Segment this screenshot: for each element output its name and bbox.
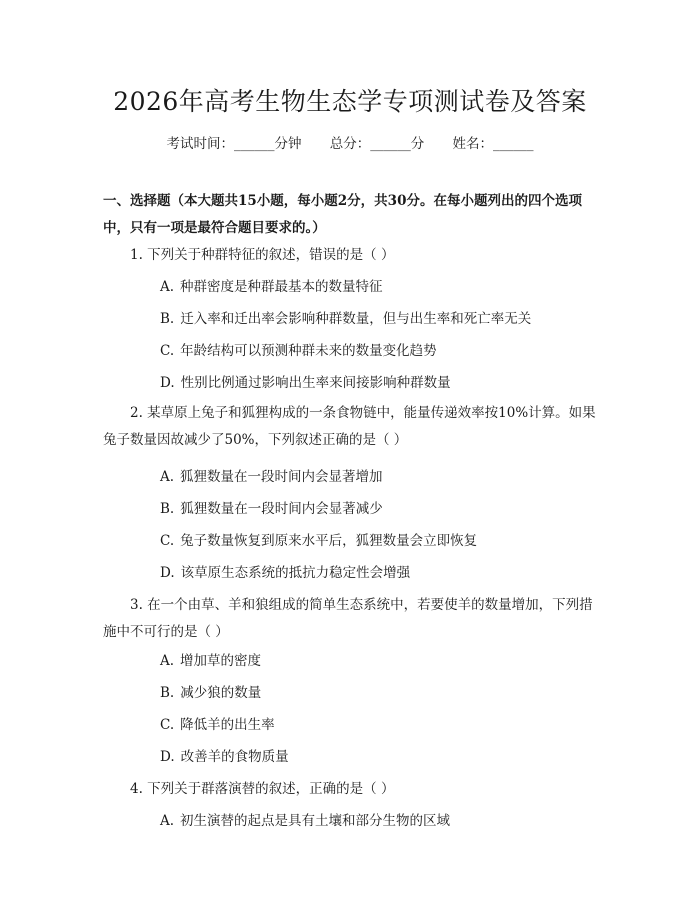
question-3-option-b: [160, 680, 600, 707]
question-1-option-b: [160, 306, 600, 333]
option-label: B.: [160, 685, 175, 701]
option-label: B.: [160, 311, 175, 327]
option-label: C.: [160, 343, 175, 359]
option-text: 狐狸数量在一段时间内会显著减少: [180, 501, 383, 517]
option-label: A.: [160, 469, 175, 485]
question-1-stem: 1. 下列关于种群特征的叙述，错误的是（ ）: [130, 247, 395, 263]
question-1-option-c: [160, 338, 600, 365]
option-label: A.: [160, 653, 175, 669]
question-1-option-a: [160, 274, 600, 301]
option-text: 增加草的密度: [180, 653, 262, 669]
question-2-stem: 2. 某草原上兔子和狐狸构成的一条食物链中，能量传递效率按10%计算。如果兔子数量因故减少了50%，下列叙述正确的是（ ）: [103, 405, 596, 448]
option-label: D.: [160, 749, 175, 765]
option-text: 狐狸数量在一段时间内会显著增加: [180, 469, 383, 485]
question-3-option-c: [160, 712, 600, 739]
question-2-option-c: [160, 528, 600, 555]
option-label: C.: [160, 533, 175, 549]
exam-time-field: 考试时间：______分钟: [166, 136, 302, 152]
option-text: 初生演替的起点是具有土壤和部分生物的区域: [180, 813, 451, 829]
option-text: 降低羊的出生率: [180, 717, 275, 733]
option-label: D.: [160, 375, 175, 391]
option-text: 性别比例通过影响出生率来间接影响种群数量: [180, 375, 451, 391]
page-title: 2026年高考生物生态学专项测试卷及答案: [113, 87, 587, 116]
question-1-option-d: [160, 370, 600, 397]
option-text: 年龄结构可以预测种群未来的数量变化趋势: [180, 343, 437, 359]
option-label: B.: [160, 501, 175, 517]
option-text: 该草原生态系统的抵抗力稳定性会增强: [180, 565, 411, 581]
exam-meta: [0, 132, 700, 152]
option-label: A.: [160, 279, 175, 295]
question-2-option-b: [160, 496, 600, 523]
option-text: 减少狼的数量: [180, 685, 262, 701]
option-text: 改善羊的食物质量: [180, 749, 289, 765]
question-4-option-a: [160, 808, 600, 835]
option-text: 兔子数量恢复到原来水平后，狐狸数量会立即恢复: [180, 533, 478, 549]
question-3-option-d: [160, 744, 600, 771]
option-text: 迁入率和迁出率会影响种群数量，但与出生率和死亡率无关: [180, 311, 532, 327]
option-text: 种群密度是种群最基本的数量特征: [180, 279, 383, 295]
section-heading: 一、选择题（本大题共15小题，每小题2分，共30分。在每小题列出的四个选项中，只有一项是最符合题目要求的。）: [103, 193, 582, 236]
question-2-option-a: [160, 464, 600, 491]
option-label: D.: [160, 565, 175, 581]
question-3-stem: 3. 在一个由草、羊和狼组成的简单生态系统中，若要使羊的数量增加，下列措施中不可行的是（ ）: [103, 597, 593, 640]
total-score-field: 总分：______分: [329, 136, 425, 152]
question-4-stem: 4. 下列关于群落演替的叙述，正确的是（ ）: [130, 781, 395, 797]
option-label: C.: [160, 717, 175, 733]
student-name-field: 姓名：______: [452, 136, 534, 152]
question-3-option-a: [160, 648, 600, 675]
question-2-option-d: [160, 560, 600, 587]
option-label: A.: [160, 813, 175, 829]
